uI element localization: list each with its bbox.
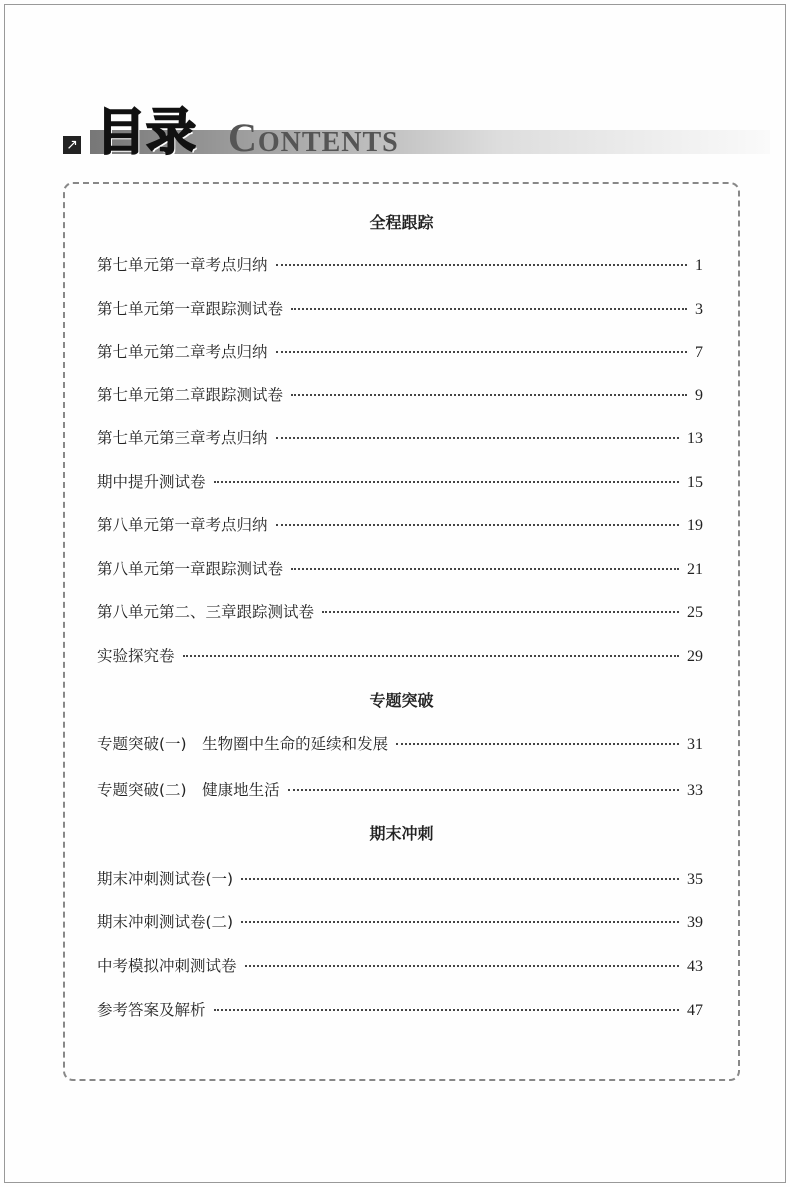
entry-label: 第七单元第二章考点归纳 <box>97 343 268 361</box>
dot-leader <box>288 789 679 791</box>
entry-label: 中考模拟冲刺测试卷 <box>97 957 237 975</box>
toc-entry[interactable] <box>97 910 703 932</box>
entry-page: 43 <box>687 958 703 975</box>
entry-label: 专题突破(二) 健康地生活 <box>97 781 280 799</box>
dot-leader <box>291 394 687 396</box>
dot-leader <box>291 568 679 570</box>
entry-label: 第八单元第二、三章跟踪测试卷 <box>97 603 315 621</box>
toc-entry[interactable] <box>97 954 703 976</box>
dot-leader <box>214 481 679 483</box>
toc-entry[interactable] <box>97 557 703 579</box>
entry-page: 13 <box>687 430 703 447</box>
dot-leader <box>245 965 679 967</box>
toc-entry[interactable] <box>97 383 703 405</box>
title-english: Contents <box>228 115 399 160</box>
dot-leader <box>276 524 679 526</box>
entry-label: 参考答案及解析 <box>97 1001 206 1019</box>
dot-leader <box>276 351 687 353</box>
dot-leader <box>276 437 679 439</box>
entry-page: 7 <box>695 344 703 361</box>
entry-page: 25 <box>687 604 703 621</box>
entry-label: 第八单元第一章跟踪测试卷 <box>97 560 284 578</box>
title-chinese: 目录 <box>96 102 196 161</box>
toc-entry[interactable] <box>97 998 703 1020</box>
entry-label: 第七单元第一章考点归纳 <box>97 256 268 274</box>
toc-box <box>63 182 740 1081</box>
dot-leader <box>214 1009 679 1011</box>
section-title: 全程跟踪 <box>369 213 434 232</box>
entry-label: 期末冲刺测试卷(一) <box>97 870 234 888</box>
arrow-up-right-icon: ↗ <box>63 136 81 154</box>
toc-entry[interactable] <box>97 644 703 666</box>
toc-entry[interactable] <box>97 253 703 275</box>
entry-page: 19 <box>687 517 703 534</box>
dot-leader <box>322 611 679 613</box>
dot-leader <box>396 743 679 745</box>
dot-leader <box>276 264 687 266</box>
entry-label: 第八单元第一章考点归纳 <box>97 516 268 534</box>
toc-entry[interactable] <box>97 340 703 362</box>
entry-page: 39 <box>687 914 703 931</box>
toc-entry[interactable] <box>97 426 703 448</box>
entry-label: 第七单元第一章跟踪测试卷 <box>97 300 284 318</box>
entry-label: 期末冲刺测试卷(二) <box>97 913 234 931</box>
dot-leader <box>241 878 679 880</box>
entry-label: 期中提升测试卷 <box>97 473 206 491</box>
contents-header <box>60 104 780 160</box>
toc-entry[interactable] <box>97 600 703 622</box>
entry-page: 9 <box>695 387 703 404</box>
toc-entry[interactable] <box>97 867 703 889</box>
entry-label: 第七单元第三章考点归纳 <box>97 429 268 447</box>
dot-leader <box>183 655 679 657</box>
entry-page: 31 <box>687 736 703 753</box>
section-title: 期末冲刺 <box>369 824 434 843</box>
section-title: 专题突破 <box>369 691 434 710</box>
entry-page: 3 <box>695 301 703 318</box>
dot-leader <box>241 921 679 923</box>
entry-label: 第七单元第二章跟踪测试卷 <box>97 386 284 404</box>
entry-page: 33 <box>687 782 703 799</box>
entry-page: 1 <box>695 257 703 274</box>
entry-page: 35 <box>687 871 703 888</box>
entry-label: 专题突破(一) 生物圈中生命的延续和发展 <box>97 735 389 753</box>
entry-page: 47 <box>687 1002 703 1019</box>
toc-entry[interactable] <box>97 470 703 492</box>
dot-leader <box>291 308 687 310</box>
entry-label: 实验探究卷 <box>97 647 175 665</box>
toc-entry[interactable] <box>97 297 703 319</box>
toc-entry[interactable] <box>97 778 703 800</box>
toc-entry[interactable] <box>97 732 703 754</box>
entry-page: 15 <box>687 474 703 491</box>
toc-entry[interactable] <box>97 513 703 535</box>
entry-page: 21 <box>687 561 703 578</box>
entry-page: 29 <box>687 648 703 665</box>
